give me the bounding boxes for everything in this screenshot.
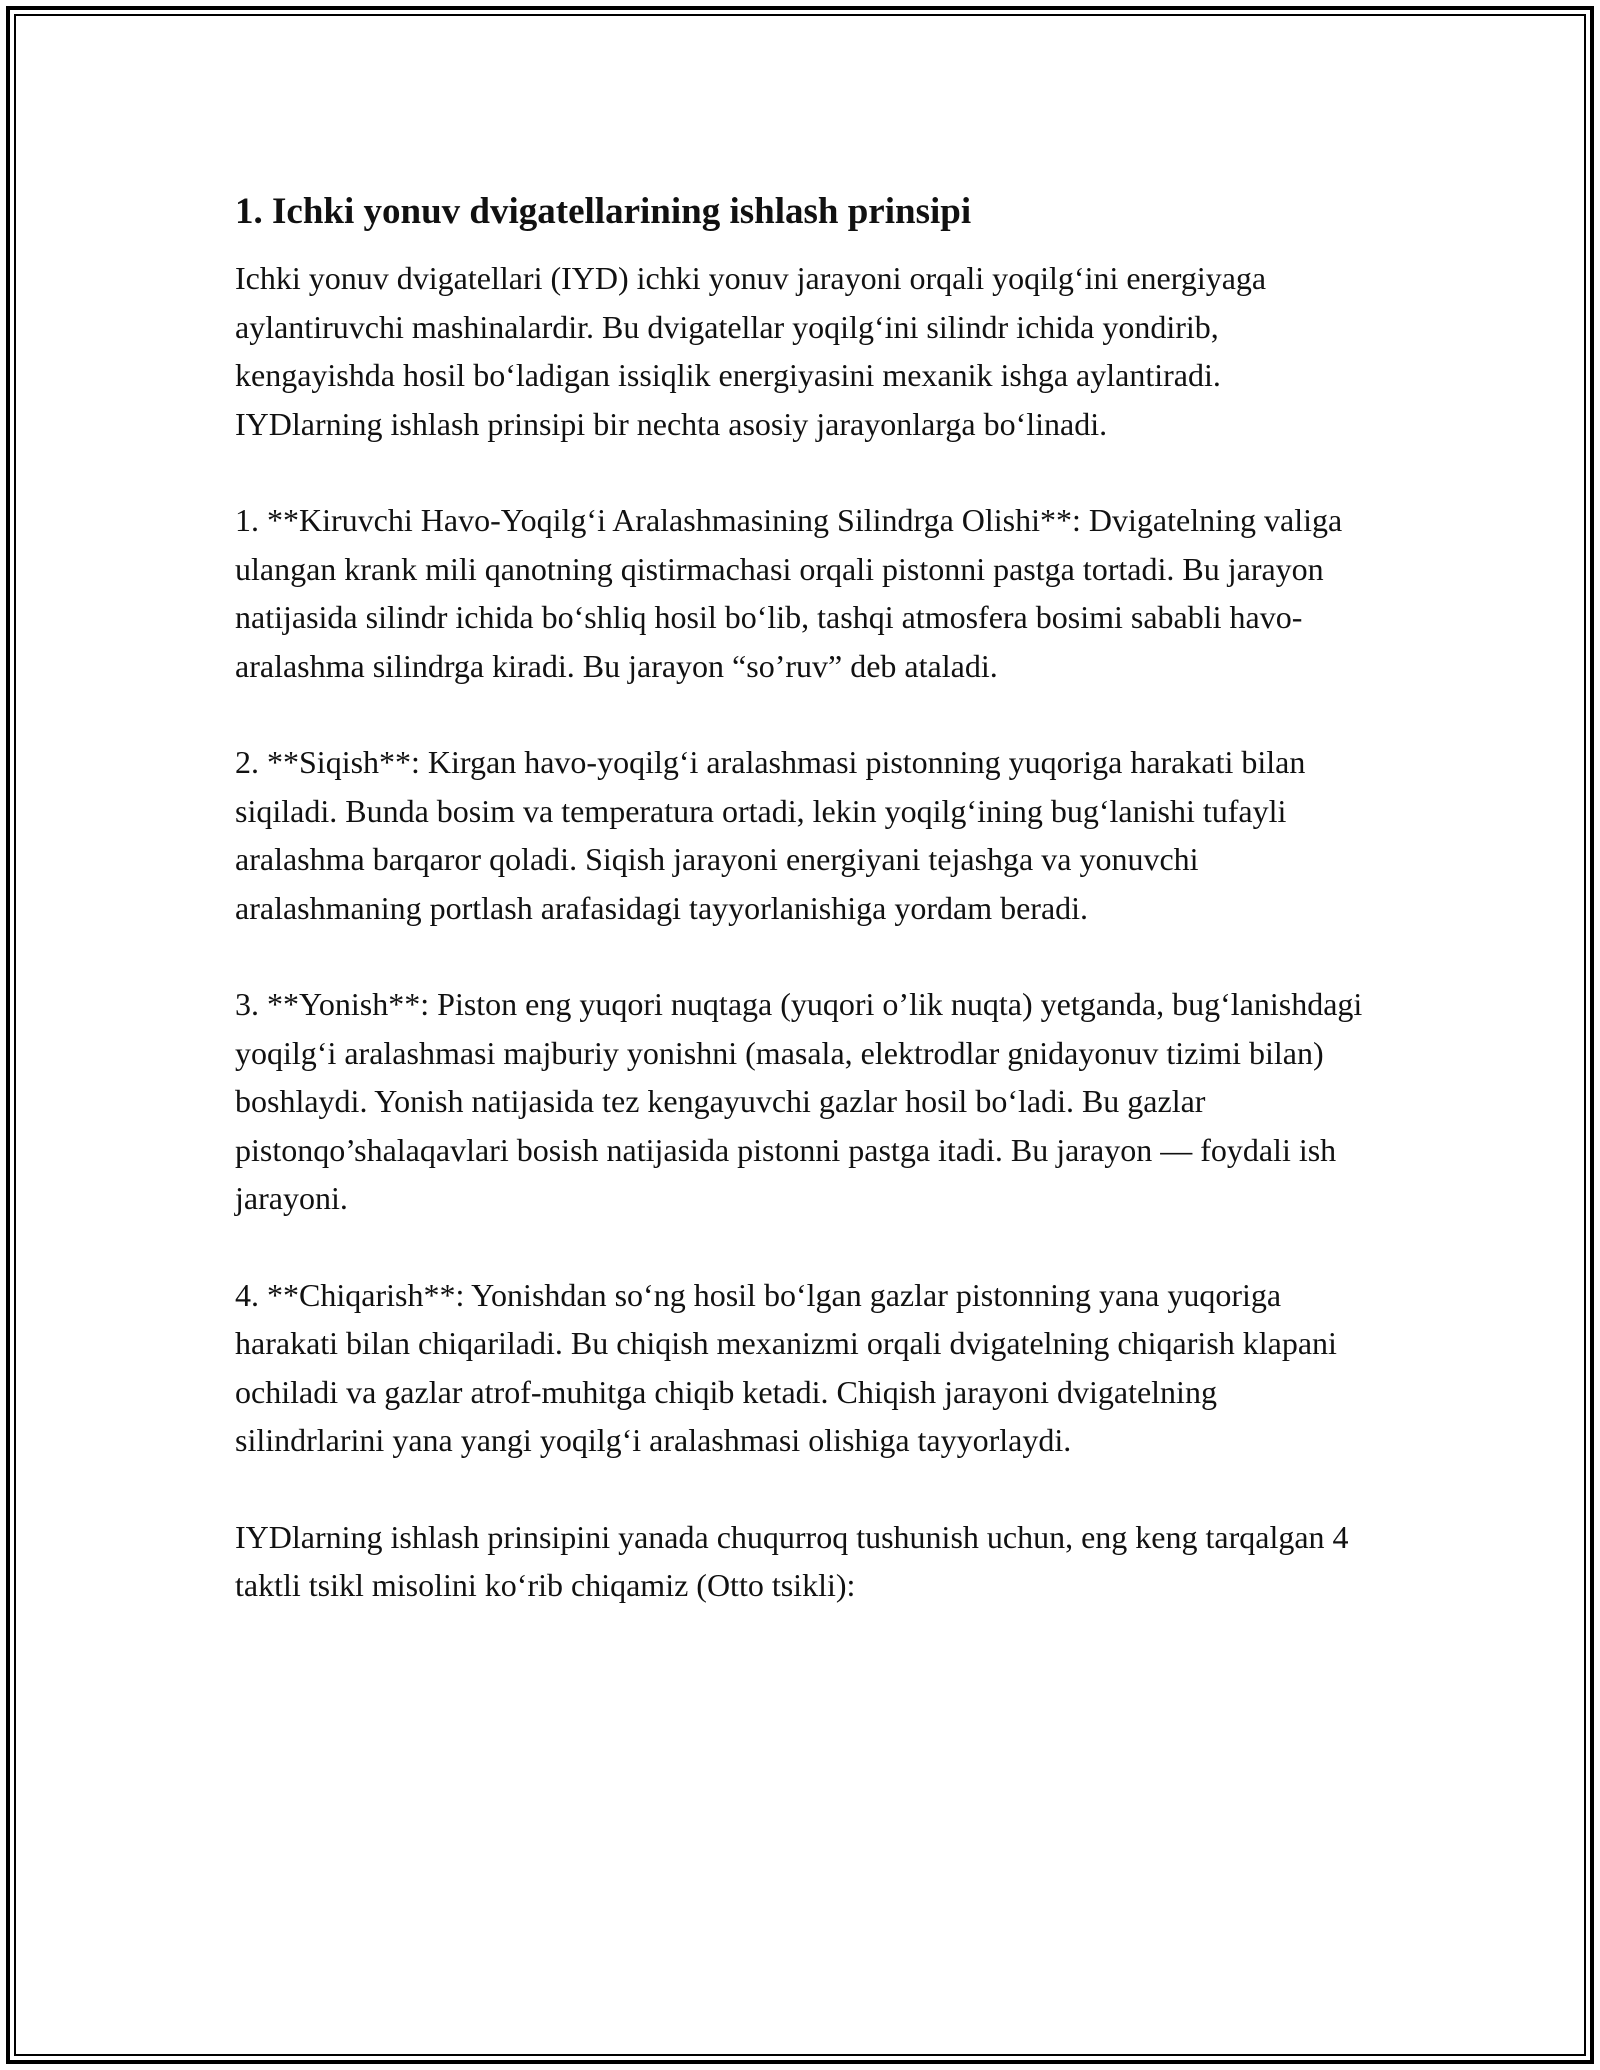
document-body bbox=[235, 190, 1370, 1658]
step-compression-paragraph: 2. **Siqish**: Kirgan havo-yoqilg‘i aralashmasi pistonning yuqoriga harakati bilan siqiladi. Bunda bosim va temperatura ortadi, lekin yoqilg‘ining bug‘lanishi tufayli aralashma barqaror qoladi. Siqish jarayoni energiyani tejashga va yonuvchi aralashmaning portlash arafasidagi tayyorlanishiga yordam beradi. bbox=[235, 744, 1306, 926]
section-heading: 1. Ichki yonuv dvigatellarining ishlash prinsipi bbox=[235, 191, 972, 232]
otto-cycle-intro-paragraph: IYDlarning ishlash prinsipini yanada chuqurroq tushunish uchun, eng keng tarqalgan 4 taktli tsikl misolini ko‘rib chiqamiz (Otto tsikli): bbox=[235, 1518, 1349, 1603]
step-intake-paragraph: 1. **Kiruvchi Havo-Yoqilg‘i Aralashmasining Silindrga Olishi**: Dvigatelning valiga ulangan krank mili qanotning qistirmachasi orqali pistonni pastga tortadi. Bu jarayon natijasida silindr ichida bo‘shliq hosil bo‘lib, tashqi atmosfera bosimi sababli havo-aralashma silindrga kiradi. Bu jarayon “so’ruv” deb ataladi. bbox=[235, 502, 1343, 684]
step-combustion-paragraph: 3. **Yonish**: Piston eng yuqori nuqtaga (yuqori o’lik nuqta) yetganda, bug‘lanishdagi yoqilg‘i aralashmasi majburiy yonishni (masala, elektrodlar gnidayonuv tizimi bilan) boshlaydi. Yonish natijasida tez kengayuvchi gazlar hosil bo‘ladi. Bu gazlar pistonqo’shalaqavlari bosish natijasida pistonni pastga itadi. Bu jarayon — foydali ish jarayoni. bbox=[235, 986, 1363, 1216]
step-exhaust-paragraph: 4. **Chiqarish**: Yonishdan so‘ng hosil bo‘lgan gazlar pistonning yana yuqoriga harakati bilan chiqariladi. Bu chiqish mexanizmi orqali dvigatelning chiqarish klapani ochiladi va gazlar atrof-muhitga chiqib ketadi. Chiqish jarayoni dvigatelning silindrlarini yana yangi yoqilg‘i aralashmasi olishiga tayyorlaydi. bbox=[235, 1276, 1337, 1458]
intro-paragraph: Ichki yonuv dvigatellari (IYD) ichki yonuv jarayoni orqali yoqilg‘ini energiyaga aylantiruvchi mashinalardir. Bu dvigatellar yoqilg‘ini silindr ichida yondirib, kengayishda hosil bo‘ladigan issiqlik energiyasini mexanik ishga aylantiradi. IYDlarning ishlash prinsipi bir nechta asosiy jarayonlarga bo‘linadi. bbox=[235, 260, 1267, 442]
